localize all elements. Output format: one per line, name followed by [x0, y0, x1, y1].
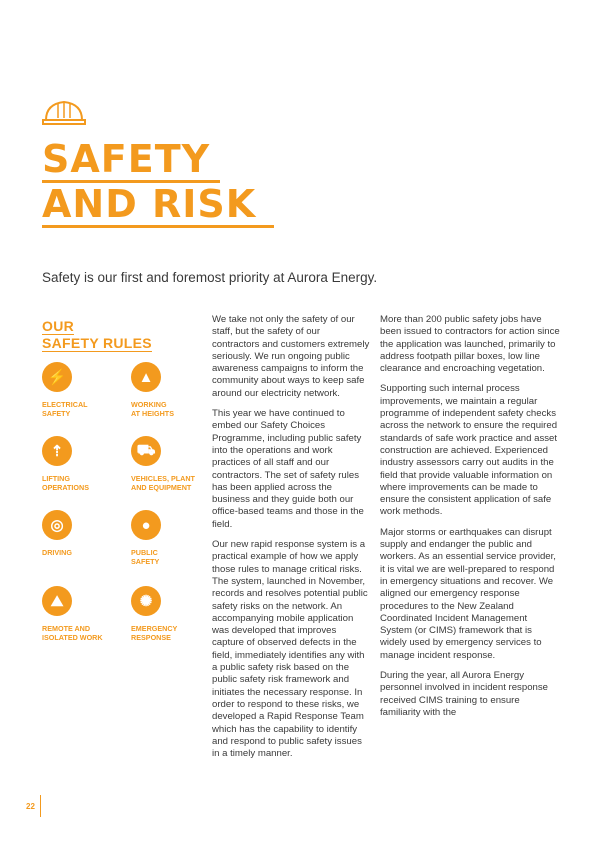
emergency-beacon-icon: ✺ — [131, 586, 161, 616]
rule-label: WORKING AT HEIGHTS — [131, 400, 174, 418]
safety-rules-title-line-2: SAFETY RULES — [42, 335, 152, 351]
worker-at-heights-icon: ▲ — [131, 362, 161, 392]
public-group-icon: ● — [131, 510, 161, 540]
hard-hat-icon — [42, 98, 86, 126]
body-column-2 — [380, 314, 560, 727]
rule-electrical-safety — [42, 362, 132, 418]
excavator-icon: ⛟ — [131, 436, 161, 466]
body-column-1 — [212, 314, 370, 768]
paragraph: Major storms or earthquakes can disrupt supply and endanger the public and workers. As an essential service provider, it is vital we are well-prepared to respond in emergency situations and recover. We aligned our emergency response procedures to the New Zealand Coordinated Incident Management System (or CIMS) framework that is widely used by emergency services to manage incident response. — [380, 526, 556, 661]
safety-rules-title-line-1: OUR — [42, 318, 75, 334]
page-title — [42, 138, 274, 228]
rule-working-at-heights — [131, 362, 221, 418]
mountains-icon: ⛰ — [42, 586, 72, 616]
crane-lifting-icon: ⇡ — [42, 436, 72, 466]
rule-label: EMERGENCY RESPONSE — [131, 624, 178, 642]
rule-label: DRIVING — [42, 548, 72, 557]
rule-label: ELECTRICAL SAFETY — [42, 400, 88, 418]
page-number: 22 — [26, 802, 35, 811]
rule-driving — [42, 510, 132, 557]
rule-public-safety — [131, 510, 221, 566]
rule-emergency-response — [131, 586, 221, 642]
safety-rules-title — [42, 318, 152, 352]
rule-label: PUBLIC SAFETY — [131, 548, 160, 566]
paragraph: More than 200 public safety jobs have been issued to contractors for action since the application was launched, primarily to address footpath pillar boxes, low line clearance and encroaching vegetation. — [380, 314, 560, 375]
paragraph: Supporting such internal process improvements, we maintain a regular programme of independent safety checks across the network to ensure the required standards of safe work practice and asset construction are achieved. Experienced industry assessors carry out audits in the field that provide valuable information on where improvements can be made to ensure the consistent application of safe work methods. — [380, 383, 558, 518]
rule-label: LIFTING OPERATIONS — [42, 474, 89, 492]
paragraph: We take not only the safety of our staff, but the safety of our contractors and customers extremely seriously. We run ongoing public awareness campaigns to inform the community about ways to keep safe around our electricity network. — [212, 314, 370, 399]
paragraph: During the year, all Aurora Energy personnel involved in incident response received CIMS training to ensure familiarity with the — [380, 670, 548, 718]
electrical-plug-icon: ⚡ — [42, 362, 72, 392]
paragraph: Our new rapid response system is a practical example of how we apply those rules to manage critical risks. The system, launched in November, records and resolves potential public safety risks on the network. An accompanying mobile application was developed that improves capture of observed defects in the field, immediately identifies any with a public safety risk based on the public safety risk framework and initiates the necessary response. In order to respond to these risks, we developed a Rapid Response Team which has the capability to identify and respond to public safety issues in a timely manner. — [212, 539, 368, 760]
rule-lifting-operations — [42, 436, 132, 492]
page-number-divider — [40, 795, 41, 817]
rule-label: VEHICLES, PLANT AND EQUIPMENT — [131, 474, 195, 492]
rule-label: REMOTE AND ISOLATED WORK — [42, 624, 103, 642]
steering-wheel-icon: ◎ — [42, 510, 72, 540]
title-line-1: SAFETY — [42, 138, 220, 183]
rule-vehicles-plant-equipment — [131, 436, 221, 492]
intro-text: Safety is our first and foremost priority at Aurora Energy. — [42, 270, 378, 285]
rule-remote-isolated-work — [42, 586, 132, 642]
title-line-2: AND RISK — [42, 183, 274, 228]
paragraph: This year we have continued to embed our Safety Choices Programme, including public safety into the operations and work practices of all staff and our contractors. The set of safety rules has been applied across the business and they guide both our office-based teams and those in the field. — [212, 408, 364, 530]
